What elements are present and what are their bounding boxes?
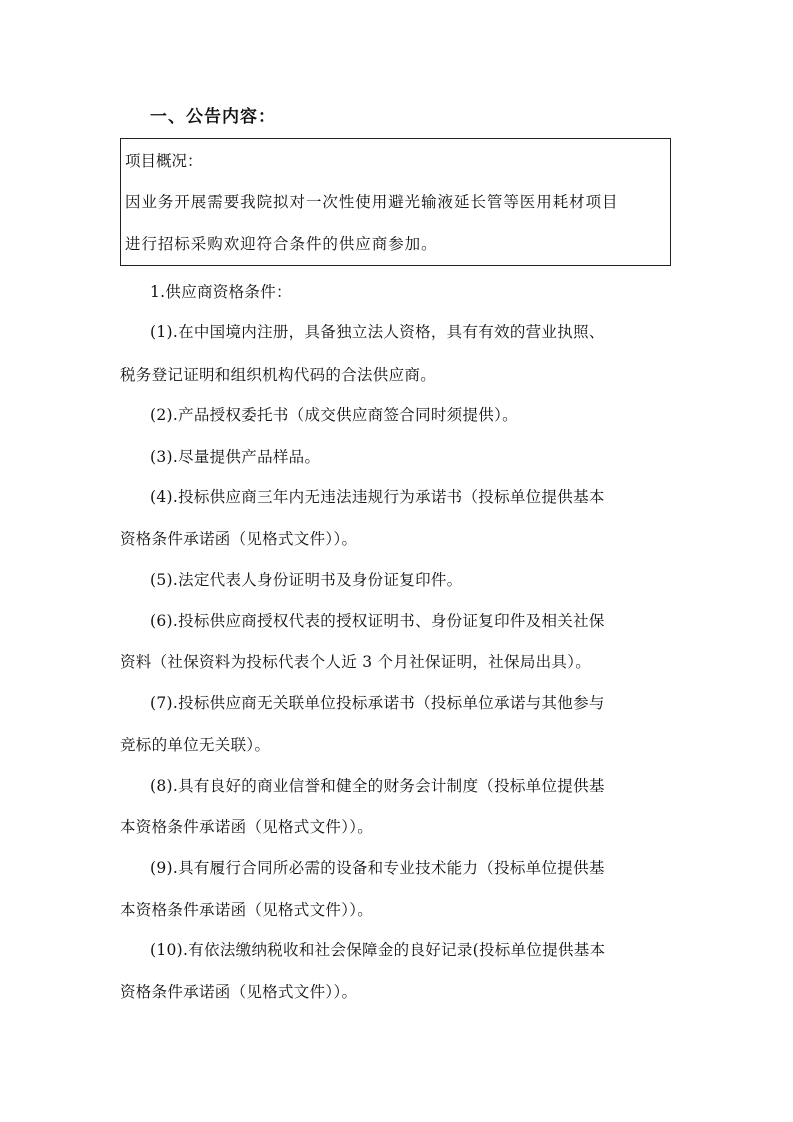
qualification-item-line: 本资格条件承诺函（见格式文件））。	[120, 818, 374, 836]
qualification-item-line: (9).具有履行合同所必需的设备和专业技术能力（投标单位提供基	[150, 859, 605, 877]
qualification-item-line: (3).尽量提供产品样品。	[150, 448, 321, 466]
overview-title: 项目概况：	[125, 152, 203, 170]
qualification-item-line: (2).产品授权委托书（成交供应商签合同时须提供）。	[150, 406, 518, 424]
overview-line: 因业务开展需要我院拟对一次性使用避光输液延长管等医用耗材项目	[125, 193, 619, 211]
qualification-item-line: 资格条件承诺函（见格式文件））。	[120, 530, 358, 548]
project-overview-box	[120, 138, 671, 266]
qualification-item-line: (4).投标供应商三年内无违法违规行为承诺书（投标单位提供基本	[150, 488, 605, 506]
qualification-item-line: 税务登记证明和组织机构代码的合法供应商。	[120, 366, 437, 384]
qualification-item-line: 本资格条件承诺函（见格式文件））。	[120, 901, 374, 919]
qualification-item-line: (5).法定代表人身份证明书及身份证复印件。	[150, 571, 463, 589]
section-heading: 一、公告内容：	[150, 107, 276, 127]
qualification-item-line: (6).投标供应商授权代表的授权证明书、身份证复印件及相关社保	[150, 612, 605, 630]
qualification-item-line: 竞标的单位无关联）。	[120, 736, 271, 754]
qualification-item-line: (1).在中国境内注册，具备独立法人资格，具有有效的营业执照、	[150, 323, 605, 341]
qualifications-heading: 1.供应商资格条件：	[150, 283, 292, 301]
overview-line: 进行招标采购欢迎符合条件的供应商参加。	[125, 235, 438, 253]
qualification-item-line: (10).有依法缴纳税收和社会保障金的良好记录(投标单位提供基本	[150, 941, 606, 959]
qualification-item-line: 资格条件承诺函（见格式文件））。	[120, 983, 358, 1001]
qualification-item-line: (7).投标供应商无关联单位投标承诺书（投标单位承诺与其他参与	[150, 694, 605, 712]
qualification-item-line: 资料（社保资料为投标代表个人近 3 个月社保证明，社保局出具）。	[120, 653, 592, 671]
qualification-item-line: (8).具有良好的商业信誉和健全的财务会计制度（投标单位提供基	[150, 777, 605, 795]
